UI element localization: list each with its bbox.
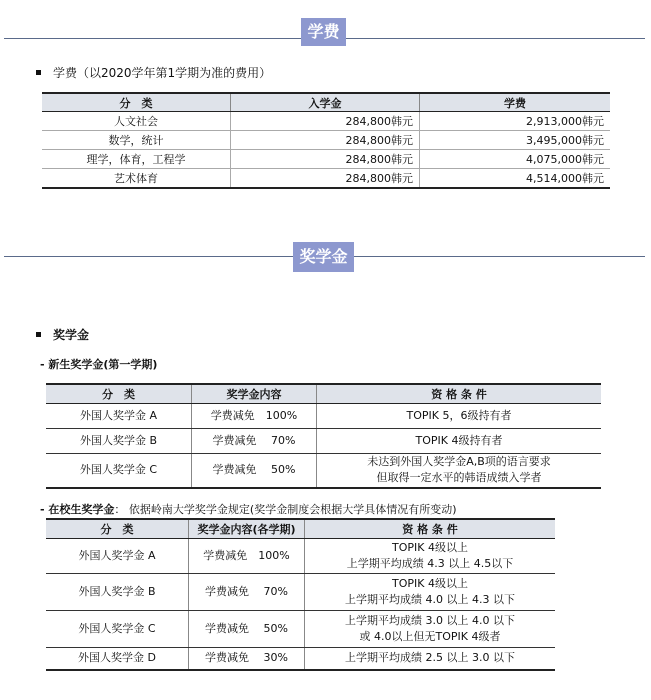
- row-name: 外国人奖学金 B: [46, 574, 189, 611]
- condition-line: 或 4.0以上但无TOPIK 4级者: [359, 630, 501, 643]
- bullet-icon: [36, 70, 41, 75]
- row-category: 数学，统计: [42, 131, 231, 150]
- row-name: 外国人奖学金 D: [46, 648, 189, 670]
- row-entrance-fee: 284,800韩元: [231, 112, 420, 131]
- col-tuition: 学费: [420, 93, 611, 112]
- table-row: [46, 539, 555, 574]
- row-content: 学费减免 100%: [189, 539, 305, 574]
- row-name: 外国人奖学金 A: [46, 539, 189, 574]
- table-row: [46, 648, 555, 670]
- table-row: [46, 574, 555, 611]
- row-name: 外国人奖学金 C: [46, 454, 192, 488]
- row-tuition: 3,495,000韩元: [420, 131, 611, 150]
- col-content: 奖学金内容: [192, 384, 317, 404]
- row-conditions: [305, 648, 556, 670]
- col-conditions: 资 格 条 件: [317, 384, 602, 404]
- row-conditions: [305, 539, 556, 574]
- col-content: 奖学金内容(各学期): [189, 519, 305, 539]
- enrolled-heading-title: - 在校生奖学金: [40, 503, 115, 516]
- tuition-table: [42, 92, 610, 189]
- col-entrance-fee: 入学金: [231, 93, 420, 112]
- row-name: 外国人奖学金 A: [46, 404, 192, 429]
- condition-line: 上学期平均成绩 4.3 以上 4.5以下: [346, 557, 514, 570]
- table-row: [42, 131, 610, 150]
- col-category: 分 类: [46, 384, 192, 404]
- col-category: 分 类: [46, 519, 189, 539]
- row-tuition: 4,075,000韩元: [420, 150, 611, 169]
- row-conditions: [317, 429, 602, 454]
- row-content: 学费减免 30%: [189, 648, 305, 670]
- section-header-scholarship: 奖学金: [293, 242, 354, 272]
- row-conditions: [305, 574, 556, 611]
- section-header-tuition: 学费: [301, 18, 346, 46]
- col-conditions: 资 格 条 件: [305, 519, 556, 539]
- freshman-scholarship-heading: - 新生奖学金(第一学期): [40, 358, 158, 371]
- row-name: 外国人奖学金 B: [46, 429, 192, 454]
- table-header-row: [42, 93, 610, 112]
- condition-line: 上学期平均成绩 3.0 以上 4.0 以下: [345, 614, 515, 627]
- condition-line: 但取得一定水平的韩语成绩入学者: [376, 471, 542, 485]
- row-content: 学费减免 70%: [189, 574, 305, 611]
- condition-line: 未达到外国人奖学金A,B项的语言要求: [367, 455, 551, 469]
- table-row: [46, 429, 601, 454]
- condition-line: TOPIK 5，6级持有者: [406, 409, 512, 422]
- table-row: [46, 454, 601, 488]
- table-header-row: [46, 519, 555, 539]
- enrolled-heading-note: ： 依据岭南大学奖学金规定(奖学金制度会根据大学具体情况有所变动): [114, 503, 457, 516]
- row-conditions: [305, 611, 556, 648]
- enrolled-scholarship-heading: [40, 501, 456, 517]
- freshman-scholarship-table: [46, 383, 601, 489]
- row-content: 学费减免 50%: [192, 454, 317, 488]
- row-content: 学费减免 100%: [192, 404, 317, 429]
- table-row: [42, 150, 610, 169]
- condition-line: TOPIK 4级持有者: [415, 434, 503, 447]
- condition-line: 上学期平均成绩 2.5 以上 3.0 以下: [345, 651, 515, 665]
- table-row: [46, 404, 601, 429]
- table-header-row: [46, 384, 601, 404]
- row-category: 人文社会: [42, 112, 231, 131]
- row-name: 外国人奖学金 C: [46, 611, 189, 648]
- row-conditions: [317, 454, 602, 488]
- condition-line: TOPIK 4级以上: [392, 577, 468, 590]
- tuition-heading: 学费（以2020学年第1学期为准的费用）: [53, 66, 272, 80]
- enrolled-scholarship-table: [46, 518, 555, 671]
- row-category: 艺术体育: [42, 169, 231, 189]
- table-row: [42, 169, 610, 189]
- row-conditions: [317, 404, 602, 429]
- row-tuition: 2,913,000韩元: [420, 112, 611, 131]
- col-category: 分 类: [42, 93, 231, 112]
- row-content: 学费减免 50%: [189, 611, 305, 648]
- row-entrance-fee: 284,800韩元: [231, 150, 420, 169]
- table-row: [42, 112, 610, 131]
- row-entrance-fee: 284,800韩元: [231, 169, 420, 189]
- row-category: 理学，体育，工程学: [42, 150, 231, 169]
- table-row: [46, 611, 555, 648]
- condition-line: TOPIK 4级以上: [392, 541, 468, 554]
- bullet-icon: [36, 332, 41, 337]
- scholarship-heading: 奖学金: [53, 328, 90, 342]
- row-tuition: 4,514,000韩元: [420, 169, 611, 189]
- condition-line: 上学期平均成绩 4.0 以上 4.3 以下: [345, 593, 515, 606]
- row-entrance-fee: 284,800韩元: [231, 131, 420, 150]
- row-content: 学费减免 70%: [192, 429, 317, 454]
